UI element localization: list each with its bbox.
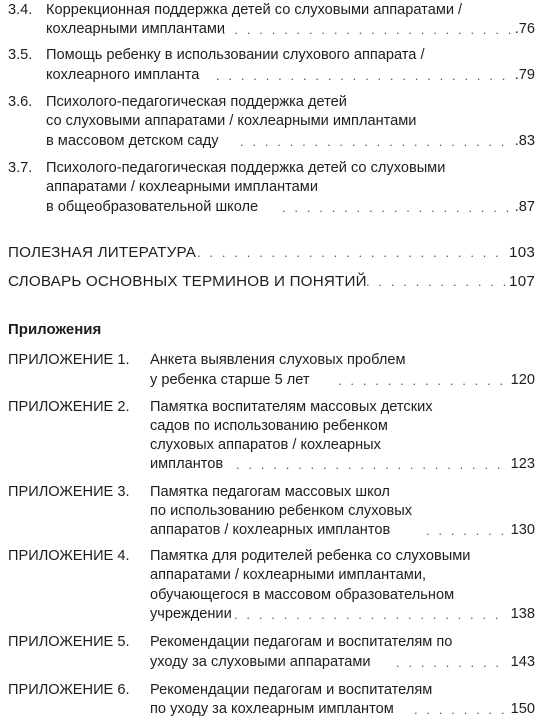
appendix-label: ПРИЛОЖЕНИЕ 5. <box>8 634 130 650</box>
page-number: 123 <box>510 456 535 472</box>
section-title-line: Коррекционная поддержка детей со слуховыми аппаратами / <box>46 2 463 18</box>
appendix-title-line: учреждении <box>150 606 232 622</box>
appendix-title-line: уходу за слуховыми аппаратами <box>150 654 371 670</box>
appendix-label: ПРИЛОЖЕНИЕ 6. <box>8 682 130 698</box>
section-title-line: кохлеарного импланта <box>46 67 200 83</box>
glossary-title: СЛОВАРЬ ОСНОВНЫХ ТЕРМИНОВ И ПОНЯТИЙ <box>8 273 367 290</box>
appendix-label: ПРИЛОЖЕНИЕ 4. <box>8 548 130 564</box>
page-number: .79 <box>514 67 535 83</box>
page-number: 107 <box>509 273 535 290</box>
page-number: 120 <box>510 372 535 388</box>
page-number: 143 <box>510 654 535 670</box>
appendix-title-line: Рекомендации педагогам и воспитателям <box>150 682 433 698</box>
page-number: .83 <box>514 133 535 149</box>
dot-leader <box>240 133 512 150</box>
section-title-line: в массовом детском саду <box>46 133 219 149</box>
section-title-line: со слуховыми аппаратами / кохлеарными имплантами <box>46 113 417 129</box>
section-title-line: Психолого-педагогическая поддержка детей <box>46 94 347 110</box>
appendix-title-line: Рекомендации педагогам и воспитателям по <box>150 634 453 650</box>
appendix-title-line: Анкета выявления слуховых проблем <box>150 352 406 368</box>
appendix-title-line: аппаратов / кохлеарных имплантов <box>150 522 391 538</box>
appendix-title-line: у ребенка старше 5 лет <box>150 372 310 388</box>
dot-leader <box>338 372 506 389</box>
dot-leader <box>234 606 506 623</box>
appendix-title-line: по использованию ребенком слуховых <box>150 503 412 519</box>
section-number: 3.4. <box>8 2 33 18</box>
appendices-heading: Приложения <box>8 321 102 338</box>
section-number: 3.6. <box>8 94 33 110</box>
appendix-title-line: аппаратами / кохлеарными имплантами, <box>150 567 427 583</box>
literature-title: ПОЛЕЗНАЯ ЛИТЕРАТУРА <box>8 244 197 261</box>
section-title-line: аппаратами / кохлеарными имплантами <box>46 179 318 195</box>
dot-leader <box>366 273 505 290</box>
appendix-title-line: Памятка воспитателям массовых детских <box>150 399 433 415</box>
dot-leader <box>222 21 512 38</box>
section-title-line: Помощь ребенку в использовании слухового аппарата / <box>46 47 425 63</box>
dot-leader <box>414 701 506 718</box>
appendix-title-line: Памятка педагогам массовых школ <box>150 484 390 500</box>
appendix-title-line: садов по использованию ребенком <box>150 418 388 434</box>
appendix-title-line: по уходу за кохлеарным имплантом <box>150 701 394 717</box>
section-title-line: в общеобразовательной школе <box>46 199 259 215</box>
appendix-title-line: слуховых аппаратов / кохлеарных <box>150 437 381 453</box>
page-number: 103 <box>509 244 535 261</box>
appendix-label: ПРИЛОЖЕНИЕ 2. <box>8 399 130 415</box>
page-number: 150 <box>510 701 535 717</box>
appendix-label: ПРИЛОЖЕНИЕ 3. <box>8 484 130 500</box>
page-number: 130 <box>510 522 535 538</box>
dot-leader <box>197 244 505 261</box>
section-number: 3.5. <box>8 47 33 63</box>
dot-leader <box>426 522 506 539</box>
dot-leader <box>282 199 512 216</box>
appendix-title-line: имплантов <box>150 456 224 472</box>
appendix-title-line: обучающегося в массовом образовательном <box>150 587 455 603</box>
dot-leader <box>236 456 506 473</box>
section-title-line: кохлеарными имплантами <box>46 21 226 37</box>
dot-leader <box>396 654 506 671</box>
page-number: .76 <box>514 21 535 37</box>
appendix-label: ПРИЛОЖЕНИЕ 1. <box>8 352 130 368</box>
page-number: 138 <box>510 606 535 622</box>
dot-leader <box>216 67 512 84</box>
section-number: 3.7. <box>8 160 33 176</box>
page-number: .87 <box>514 199 535 215</box>
appendix-title-line: Памятка для родителей ребенка со слуховыми <box>150 548 471 564</box>
section-title-line: Психолого-педагогическая поддержка детей со слуховыми <box>46 160 446 176</box>
